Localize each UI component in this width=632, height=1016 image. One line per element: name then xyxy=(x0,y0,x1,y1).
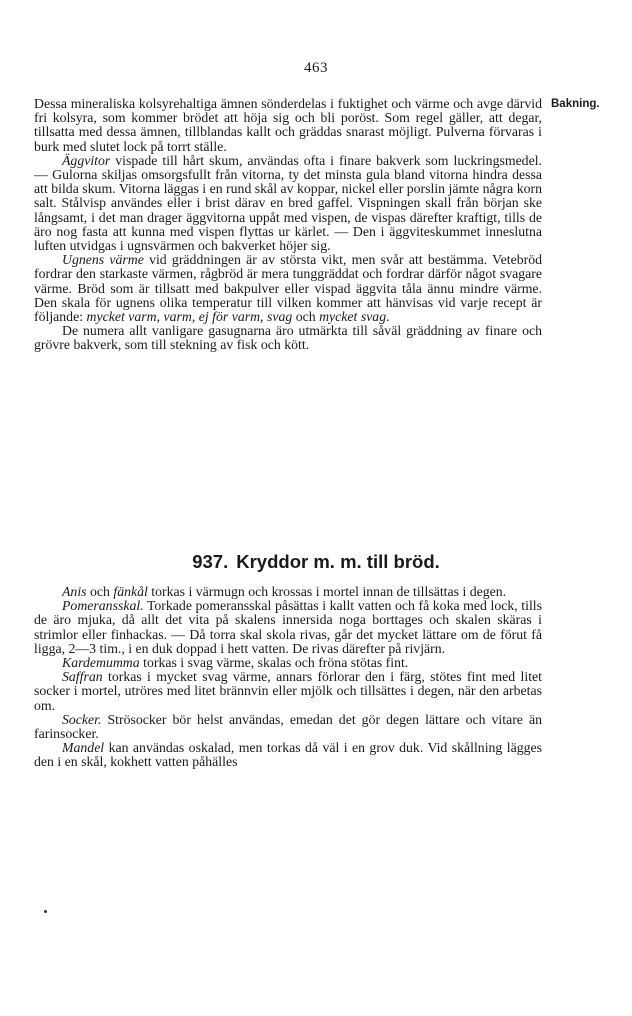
term-socker: Socker. xyxy=(62,711,102,727)
term-anis: Anis xyxy=(62,584,87,599)
section-heading xyxy=(0,551,632,573)
temperature-last: mycket svag xyxy=(319,309,387,325)
term-aggvitor: Äggvitor xyxy=(62,152,111,168)
paragraph-anis-text: torkas i värmugn och krossas i mortel innan de tillsättas i degen. xyxy=(147,584,507,599)
page-number: 463 xyxy=(304,60,328,76)
paragraph-anis xyxy=(34,585,542,599)
paragraph-kardemumma xyxy=(34,656,542,670)
connector-och: och xyxy=(292,309,320,325)
paragraph-mandel-text: kan användas oskalad, men torkas då väl i en grov duk. Vid skållning lägges den i en skål, kokhett vatten påhälles xyxy=(34,740,542,770)
paragraph-pomeransskal xyxy=(34,599,542,656)
term-pomeransskal: Pomeransskal. xyxy=(62,598,144,614)
paragraph-mineral: Dessa mineraliska kolsyrehaltiga ämnen sönderdelas i fuktighet och värme och avge därvid fri kolsyra, som kommer brödet att höja sig och bli poröst. Som regel gäller, att degar, tillsatta med dessa ämnen, tillblandas kallt och gräddas snarast möjligt. Pulverna förvaras i burk med slutet lock på torrt ställe. xyxy=(34,96,542,154)
term-kardemumma: Kardemumma xyxy=(62,655,140,671)
term-fankal: fänkål xyxy=(113,584,148,599)
section-title: Kryddor m. m. till bröd. xyxy=(236,551,440,572)
paragraph-pomeransskal-text: Torkade pomeransskal påsättas i kallt vatten och få koka med lock, tills de äro mjuka, då allt det vita på skalens innersida noga borttages och skalen skäras i strimlor eller finhackas. — Då torra skal skola rivas, går det mycket lättare om de förut få ligga, 2—3 tim., i en duk doppad i hett vatten. De rivas därefter på rivjärn. xyxy=(34,598,542,656)
paragraph-aggvitor xyxy=(34,154,542,253)
term-saffran: Saffran xyxy=(62,669,103,685)
term-mandel: Mandel xyxy=(62,740,105,756)
paragraph-socker xyxy=(34,713,542,741)
section-baking-text xyxy=(34,97,542,353)
paragraph-aggvitor-text: vispade till hårt skum, användas ofta i finare bakverk som luckringsmedel. — Gulorna skiljas omsorgsfullt från vitorna, ty det minsta gula bland vitorna hindra dessa att bilda skum. Vitorna läggas i en rund skål av koppar, nickel eller porslin jämte några korn salt. Stålvisp användes eller i brist därav en bred gaffel. Vispningen skall från början ske långsamt, i det man drager äggvitorna uppåt med vispen, de vispas därefter kraftigt, tills de äro nog fasta att kunna med vispen flyttas ur kärlet. — Den i äggviteskummet inneslutna luften utvidgas i ugnsvärmen och bakverket höjer sig. xyxy=(34,152,542,254)
paragraph-ugnens-varme xyxy=(34,253,542,324)
ink-speck xyxy=(44,910,47,913)
paragraph-mandel xyxy=(34,741,542,769)
paragraph-saffran xyxy=(34,670,542,713)
section-spices-text xyxy=(34,585,542,770)
connector-och: och xyxy=(86,584,114,599)
section-number: 937. xyxy=(192,551,229,572)
temperature-scale: mycket varm, varm, ej för varm, svag xyxy=(86,309,293,325)
paragraph-gasugnar: De numera allt vanligare gasugnarna äro utmärkta till såväl gräddning av finare och grövre bakverk, som till stekning av fisk och kött. xyxy=(34,323,542,353)
paragraph-saffran-text: torkas i mycket svag värme, annars förlorar den i färg, stötes fint med litet socker i mortel, utröres med litet brännvin eller mjölk och tillsättes i degen, när den arbetas om. xyxy=(34,669,542,713)
paragraph-kardemumma-text: torkas i svag värme, skalas och fröna stötas fint. xyxy=(139,655,409,671)
term-ugnens-varme: Ugnens värme xyxy=(62,252,144,268)
paragraph-socker-text: Strösocker bör helst användas, emedan det gör degen lättare och vitare än farinsocker. xyxy=(34,711,542,742)
margin-note: Bakning. xyxy=(551,98,600,110)
period: . xyxy=(386,309,390,325)
paragraph-ugnens-text: vid gräddningen är av största vikt, men svår att bestämma. Vetebröd fordrar den starkaste värmen, rågbröd är mera tunggräddat och fordrar därför något svagare värme. Bröd som är tillsatt med bakpulver eller vispad äggvita tåla ännu mindre värme. Den skala för ugnens olika temperatur till vilken kommer att hänvisas vid varje recept är följande: xyxy=(34,252,542,325)
